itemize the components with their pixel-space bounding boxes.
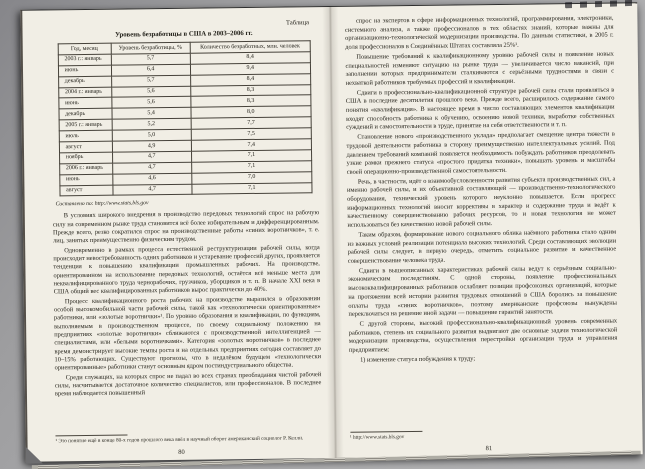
cell-year-month: декабрь (58, 76, 111, 88)
paragraph: Одновременно в рамках процесса естественной реструктуризации рабочей силы, когда происходит невостребованность одних работников и устаревание профессий других, проявляется тенденция к повышению квалификации промышленных рабочих. На производстве, ориентированном на использование передовых технологий, остаётся всё меньше места для неквалифицированного труда чернорабочих, грузчиков, уборщиков и т. п. В начале XXI века в США общий вес квалифицированных работников вырос практически до 40%. (53, 243, 321, 296)
cell-rate: 6,4 (111, 64, 190, 76)
right-page-number: 81 (485, 445, 493, 453)
cell-rate: 4,6 (112, 173, 191, 185)
cell-year-month: 2006 г.: январь (59, 163, 112, 175)
cell-rate: 5,7 (111, 75, 190, 87)
paragraph: Среди служащих, на которых спрос не падал во всех странах преобладания чистой рабочей силы, насчитывается достаточное количество специалистов, или профессионалов. В последнее время наблюдается повышенный (54, 370, 322, 398)
table-header-year-month: Год, месяц (58, 43, 111, 55)
left-page-body (53, 210, 322, 432)
cell-count: 7,1 (191, 150, 311, 162)
paragraph: Речь, в частности, идёт о взаимообусловленности развития субъекта производственных сил, а именно рабочей силы, и их объективной составляющей — производственно-технологического оборудования, технический уровень которого неуклонно повышается. Если прогресс информационных технологий вносит коррективы в характер и содержание труда и ведёт к качественному совершенствованию рабочих ресурсов, то и новая технология не может использоваться без качественно новой рабочей силы. (346, 175, 616, 229)
right-page-body (345, 15, 618, 429)
cell-count: 7,7 (191, 117, 311, 129)
table-row (60, 182, 312, 196)
table-title: Уровень безработицы в США в 2003–2006 гг. (115, 29, 253, 39)
cell-rate: 5,7 (111, 53, 190, 65)
cell-year-month: июнь (59, 174, 112, 186)
cell-year-month: 2004 г.: январь (58, 87, 111, 99)
cell-year-month: июнь (58, 65, 111, 77)
cell-year-month: июль (59, 130, 112, 142)
cell-count: 7,0 (191, 171, 311, 183)
page-corner-fold (26, 447, 43, 464)
cell-rate: 5,6 (111, 97, 190, 109)
left-footnote: ¹ Это понятие ещё в конце 80-х годов прошлого века ввёл в научный оборот американский социолог Р. Келли. (55, 435, 304, 445)
paragraph: спрос на экспертов в сфере информационных технологий, программирования, электроники, системного анализа, а также профессионалов в тех областях знаний, которые важны для организационно-технологической модернизации производства. По данным статистики, в 2005 г. доля профессионалов в Соединённых Штатах составляла 25%¹. (344, 14, 614, 51)
cell-year-month: август (60, 185, 113, 197)
footnote-rule (350, 431, 422, 433)
cell-rate: 4,9 (112, 140, 191, 152)
cell-count: 7,1 (191, 161, 311, 173)
paragraph: Становление нового «производственного уклада» предполагает смещение центра тяжести в трудовой деятельности работника в сторону преимущественно интеллектуальных усилий. Под давлением требований компаний появляется необходимость побуждать работников преодолевать узкие рамки прежнего статуса «простого придатка техники», повышать уровень и масштабы своей операционно-производственной самостоятельности. (346, 130, 616, 176)
right-footnote: ¹ http://www.stats.bls.gov (349, 434, 405, 442)
page-left (22, 7, 335, 462)
paragraph: Сдвиги в вышеописанных характеристиках рабочей силы ведут к серьёзным социально-экономическим последствиям. С одной стороны, появление профессиональных высококвалифицированных работников ослабляет позиции профсоюзных организаций, которые на протяжении всей истории развития трудовых отношений в США боролись за повышение оплаты труда «синих воротничков», поэтому американские профсоюзы вынуждены переключаться на решение иной задачи — повышение гарантий занятости. (348, 264, 617, 319)
paragraph: Таким образом, формирование нового социального облика наёмного работника стало одним из важных условий реализации потенциала высоких технологий. Среди составляющих эволюции рабочей силы следует, в первую очередь, отметить социальное развитие и качественное совершенствование человека труда. (347, 228, 617, 265)
cell-year-month: 2005 г.: январь (59, 119, 112, 131)
cell-rate: 4,7 (112, 151, 191, 163)
table-source-note: Составлено по: http://www.stats.bls.gov (55, 200, 149, 208)
cell-year-month: 2003 г.: январь (58, 54, 111, 66)
cell-rate: 4,7 (112, 184, 191, 196)
cell-count: 8,0 (191, 106, 311, 118)
cell-count: 7,5 (191, 128, 311, 140)
cell-rate: 4,7 (112, 162, 191, 174)
page-right (330, 3, 643, 458)
cell-count: 7,4 (191, 139, 311, 151)
cell-rate: 5,6 (111, 86, 190, 98)
cell-rate: 5,2 (112, 118, 191, 130)
paragraph: В условиях широкого внедрения в производство передовых технологий спрос на рабочую силу на современном рынке труда становится всё более избирательным и дифференцированным. Прежде всего, резко сократился спрос на производственные работы «синих воротничков», т. е. лиц, занятых преимущественно физическим трудом. (52, 209, 320, 245)
paragraph: Процесс квалификационного роста рабочих на производстве выразился в образовании особой высокомобильной части рабочей силы, такой как «технологически ориентированные» работники, или «золотые воротнички»¹. По уровню образования и квалификации, по функциям, выполняемым в производственном процессе, по своему социальному положению на предприятиях «золотые воротнички» сближаются с производственной интеллигенцией — специалистами, или «белыми воротничками». Категория «золотых воротничков» в последнее время демонстрирует высокие темпы роста и на отдельных предприятиях сегодня составляет до 10–15% работающих. Существуют прогнозы, что в недалёком будущем «технологически ориентированные» работники станут основным ядром постиндустриального общества. (53, 294, 322, 372)
unemployment-table (57, 40, 312, 197)
cell-year-month: декабрь (59, 109, 112, 121)
cell-count: 9,4 (190, 63, 310, 75)
cell-year-month: июнь (59, 98, 112, 110)
cell-year-month: ноябрь (59, 152, 112, 164)
table-body (58, 52, 312, 197)
footnote-rule (55, 435, 127, 437)
table-label: Таблица (285, 19, 309, 27)
paragraph: Сдвиги в профессионально-квалификационной структуре рабочей силы стали проявляться в США в последние десятилетия прошлого века. Прежде всего, расширилось содержание самого понятия «квалификация». В настоящее время в число составляющих элементов квалификации входят способность работника к обучению, освоению новой техники, выработке собственных суждений и самостоятельности в труде, принятие на себя ответственности и т. п. (345, 86, 615, 132)
table-header-rate: Уровень безработицы, % (111, 42, 190, 54)
paragraph: Повышение требований к квалификационному уровню рабочей силы и появление новых специальностей изменяют ситуацию на рынке труда — увеличивается число вакансий, при заполнении которых предприниматели сталкиваются с серьёзными трудностями в связи с нехваткой работников требуемых профессий и квалификации. (345, 50, 615, 87)
table-header-count: Количество безработных, млн. человек (190, 41, 310, 53)
paragraph: С другой стороны, высокий профессионально-квалификационный уровень современных работников, степень их социального развития выдвигают две основные задачи технологической модернизации производства, осуществления перестройки организации труда и управления предприятием: (348, 317, 618, 354)
cell-year-month: август (59, 141, 112, 153)
cell-count: 8,3 (190, 84, 310, 96)
left-page-number: 80 (178, 448, 185, 456)
cell-rate: 5,0 (112, 129, 191, 141)
cell-count: 8,4 (190, 73, 310, 85)
book-spread (20, 2, 642, 462)
cell-count: 8,4 (190, 52, 310, 64)
cell-rate: 5,4 (112, 108, 191, 120)
paragraph: 1) изменение статуса побуждения к труду; (360, 354, 476, 364)
cell-count: 8,3 (191, 95, 311, 107)
cell-count: 7,1 (192, 182, 312, 194)
